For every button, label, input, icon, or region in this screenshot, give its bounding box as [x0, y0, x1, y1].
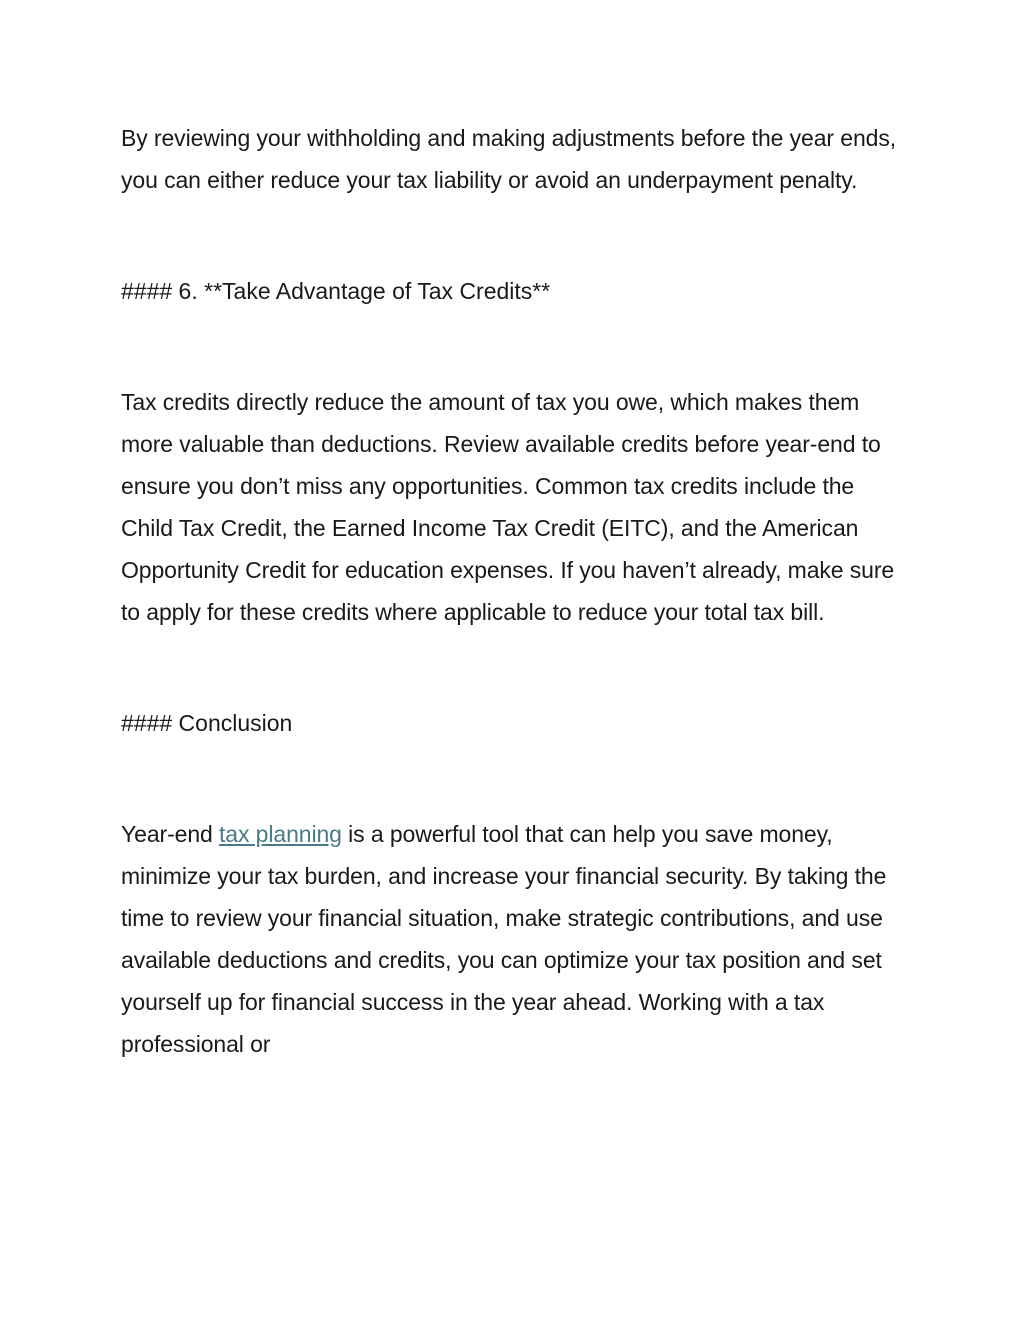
conclusion-text-rest: is a powerful tool that can help you save money, minimize your tax burden, and increase your financial security. By taking the time to review your financial situation, make strategic contributions, and use available deductions and credits, you can optimize your tax position and set yourself up for financial success in the year ahead. Working with a tax professional or: [121, 821, 887, 1057]
paragraph-spacer: [121, 744, 911, 813]
tax-planning-link[interactable]: tax planning: [219, 821, 342, 847]
document-body: [121, 117, 911, 1065]
paragraph-spacer: [121, 201, 911, 270]
paragraph-spacer: [121, 312, 911, 381]
section-heading-conclusion: #### Conclusion: [121, 710, 293, 736]
paragraph-spacer: [121, 633, 911, 702]
conclusion-paragraph: [121, 813, 911, 1065]
tax-credits-paragraph: Tax credits directly reduce the amount of tax you owe, which makes them more valuable than deductions. Review available credits before year-end to ensure you don’t miss any opportunities. Common tax credits include the Child Tax Credit, the Earned Income Tax Credit (EITC), and the American Opportunity Credit for education expenses. If you haven’t already, make sure to apply for these credits where applicable to reduce your total tax bill.: [121, 389, 895, 625]
section-heading-tax-credits: #### 6. **Take Advantage of Tax Credits**: [121, 278, 551, 304]
withholding-paragraph: By reviewing your withholding and making adjustments before the year ends, you can either reduce your tax liability or avoid an underpayment penalty.: [121, 125, 897, 193]
conclusion-text-start: Year-end: [121, 821, 219, 847]
